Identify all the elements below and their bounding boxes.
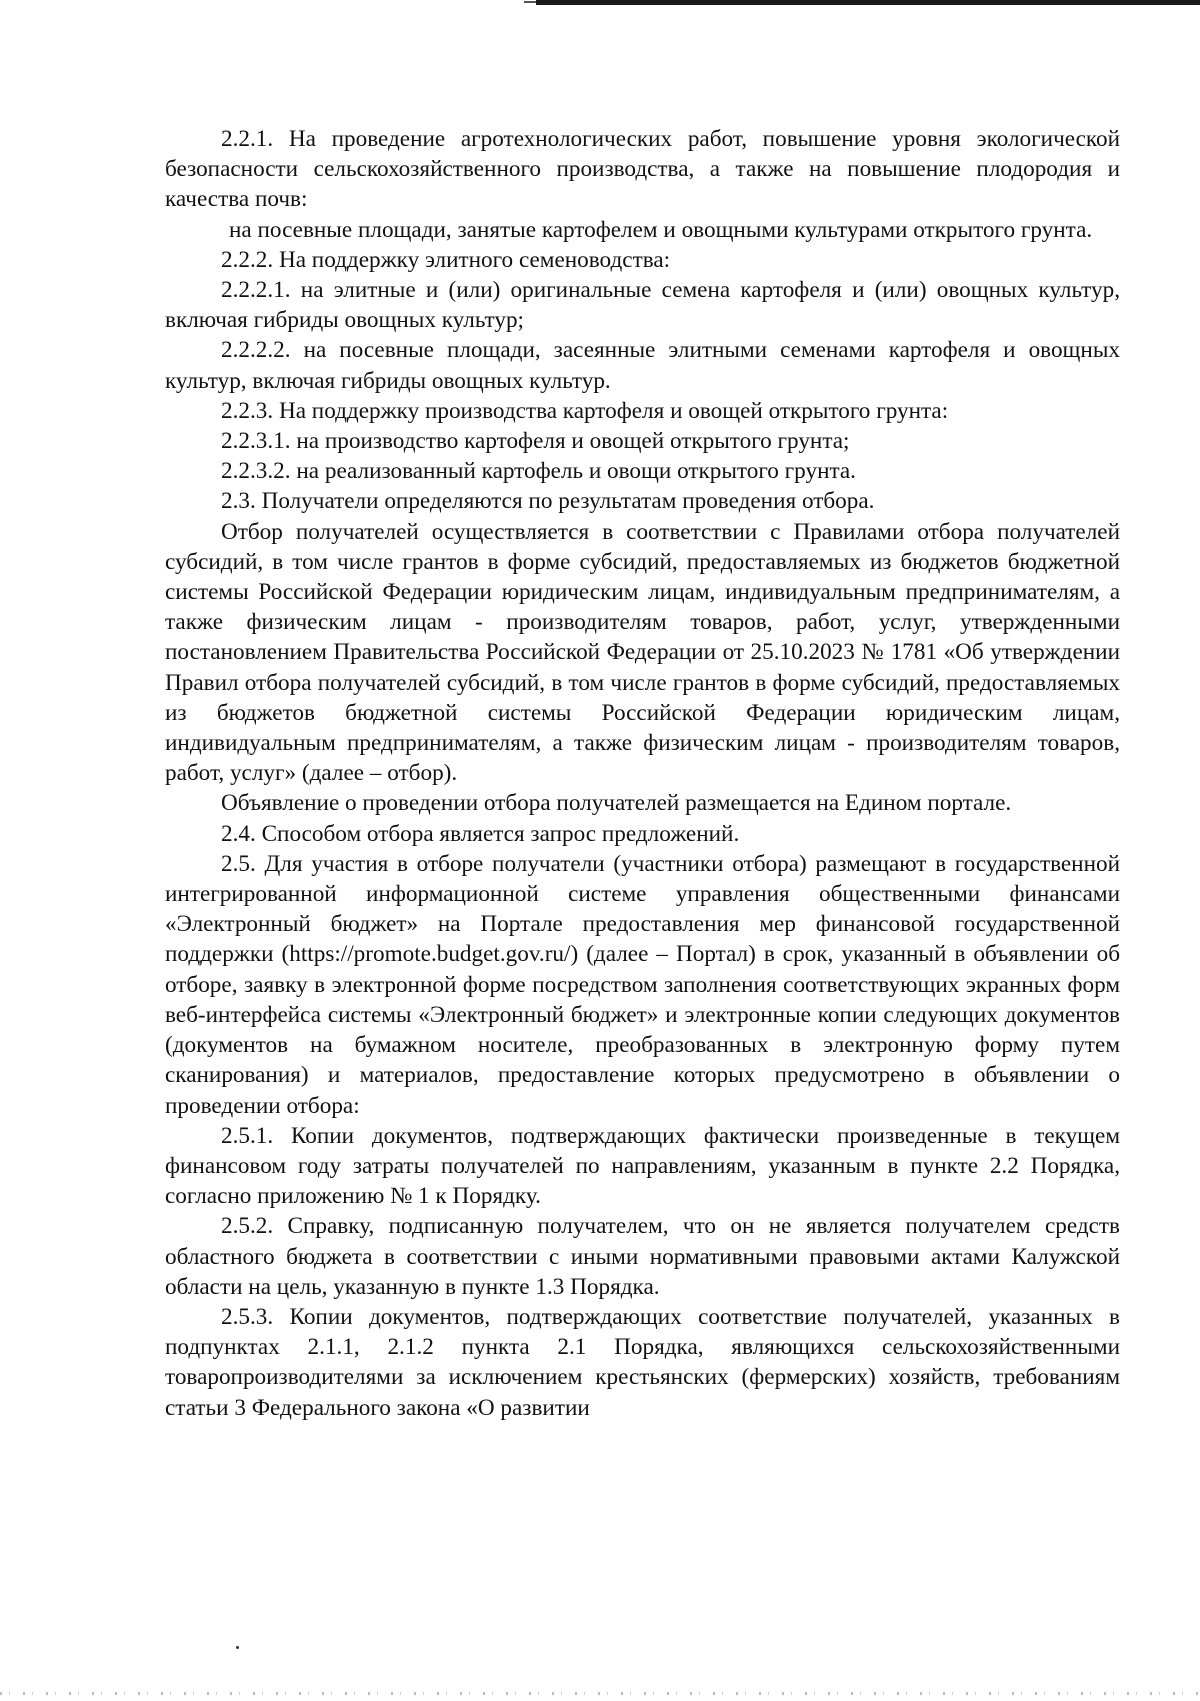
paragraph-announcement: Объявление о проведении отбора получателей размещается на Едином портале. <box>221 790 1012 817</box>
paragraph-2-2-3: 2.2.3. На поддержку производства картофеля и овощей открытого грунта: <box>221 397 949 424</box>
scan-bottom-edge <box>0 1692 1200 1695</box>
paragraph-2-3: 2.3. Получатели определяются по результатам проведения отбора. <box>221 488 875 515</box>
document-page <box>165 124 1120 1423</box>
scan-speck <box>236 1646 239 1649</box>
paragraph-2-5-2: 2.5.2. Справку, подписанную получателем, что он не является получателем средств областного бюджета в соответствии с иными нормативными правовыми актами Калужской области на цель, указанную в пункте 1.3 Порядка. <box>165 1213 1120 1300</box>
paragraph-2-2-3-2: 2.2.3.2. на реализованный картофель и овощи открытого грунта. <box>221 458 856 485</box>
paragraph-2-5-1: 2.5.1. Копии документов, подтверждающих фактически произведенные в текущем финансовом году затраты получателей по направлениям, указанным в пункте 2.2 Порядка, согласно приложению № 1 к Порядку. <box>165 1122 1120 1210</box>
paragraph-2-4: 2.4. Способом отбора является запрос предложений. <box>221 820 740 847</box>
paragraph-2-2-2-1: 2.2.2.1. на элитные и (или) оригинальные семена картофеля и (или) овощных культур, включая гибриды овощных культур; <box>165 277 1120 334</box>
paragraph-2-5-3: 2.5.3. Копии документов, подтверждающих соответствие получателей, указанных в подпунктах 2.1.1, 2.1.2 пункта 2.1 Порядка, являющихся сельскохозяйственными товаропроизводителями за исключением крестьянских (фермерских) хозяйств, требованиям статьи 3 Федерального закона «О развитии <box>165 1303 1120 1421</box>
paragraph-2-2-2-2: 2.2.2.2. на посевные площади, засеянные элитными семенами картофеля и овощных культур, включая гибриды овощных культур. <box>165 337 1120 394</box>
paragraph-selection-rules: Отбор получателей осуществляется в соответствии с Правилами отбора получателей субсидий, в том числе грантов в форме субсидий, предоставляемых из бюджетов бюджетной системы Российской Федерации юридическим лицам, индивидуальным предпринимателям, а также физическим лицам - производителям товаров, работ, услуг, утвержденными постановлением Правительства Российской Федерации от 25.10.2023 № 1781 «Об утверждении Правил отбора получателей субсидий, в том числе грантов в форме субсидий, предоставляемых из бюджетов бюджетной системы Российской Федерации юридическим лицам, индивидуальным предпринимателям, а также физическим лицам - производителям товаров, работ, услуг» (далее – отбор). <box>165 518 1120 787</box>
paragraph-2-2-1: 2.2.1. На проведение агротехнологических работ, повышение уровня экологической безопасности сельскохозяйственного производства, а также на повышение плодородия и качества почв: <box>165 126 1120 213</box>
paragraph-potato-areas: на посевные площади, занятые картофелем и овощными культурами открытого грунта. <box>229 216 1093 243</box>
paragraph-2-2-2: 2.2.2. На поддержку элитного семеноводства: <box>221 246 671 273</box>
paragraph-2-2-3-1: 2.2.3.1. на производство картофеля и овощей открытого грунта; <box>221 428 850 455</box>
scan-edge-bar <box>536 0 1200 5</box>
paragraph-2-5: 2.5. Для участия в отборе получатели (участники отбора) размещают в государственной интегрированной информационной системе управления общественными финансами «Электронный бюджет» на Портале предоставления мер финансовой государственной поддержки (https://promote.budget.gov.ru/) (далее – Портал) в срок, указанный в объявлении об отборе, заявку в электронной форме посредством заполнения соответствующих экранных форм веб-интерфейса системы «Электронный бюджет» и электронные копии следующих документов (документов на бумажном носителе, преобразованных в электронную форму путем сканирования) и материалов, предоставление которых предусмотрено в объявлении о проведении отбора: <box>165 850 1120 1119</box>
